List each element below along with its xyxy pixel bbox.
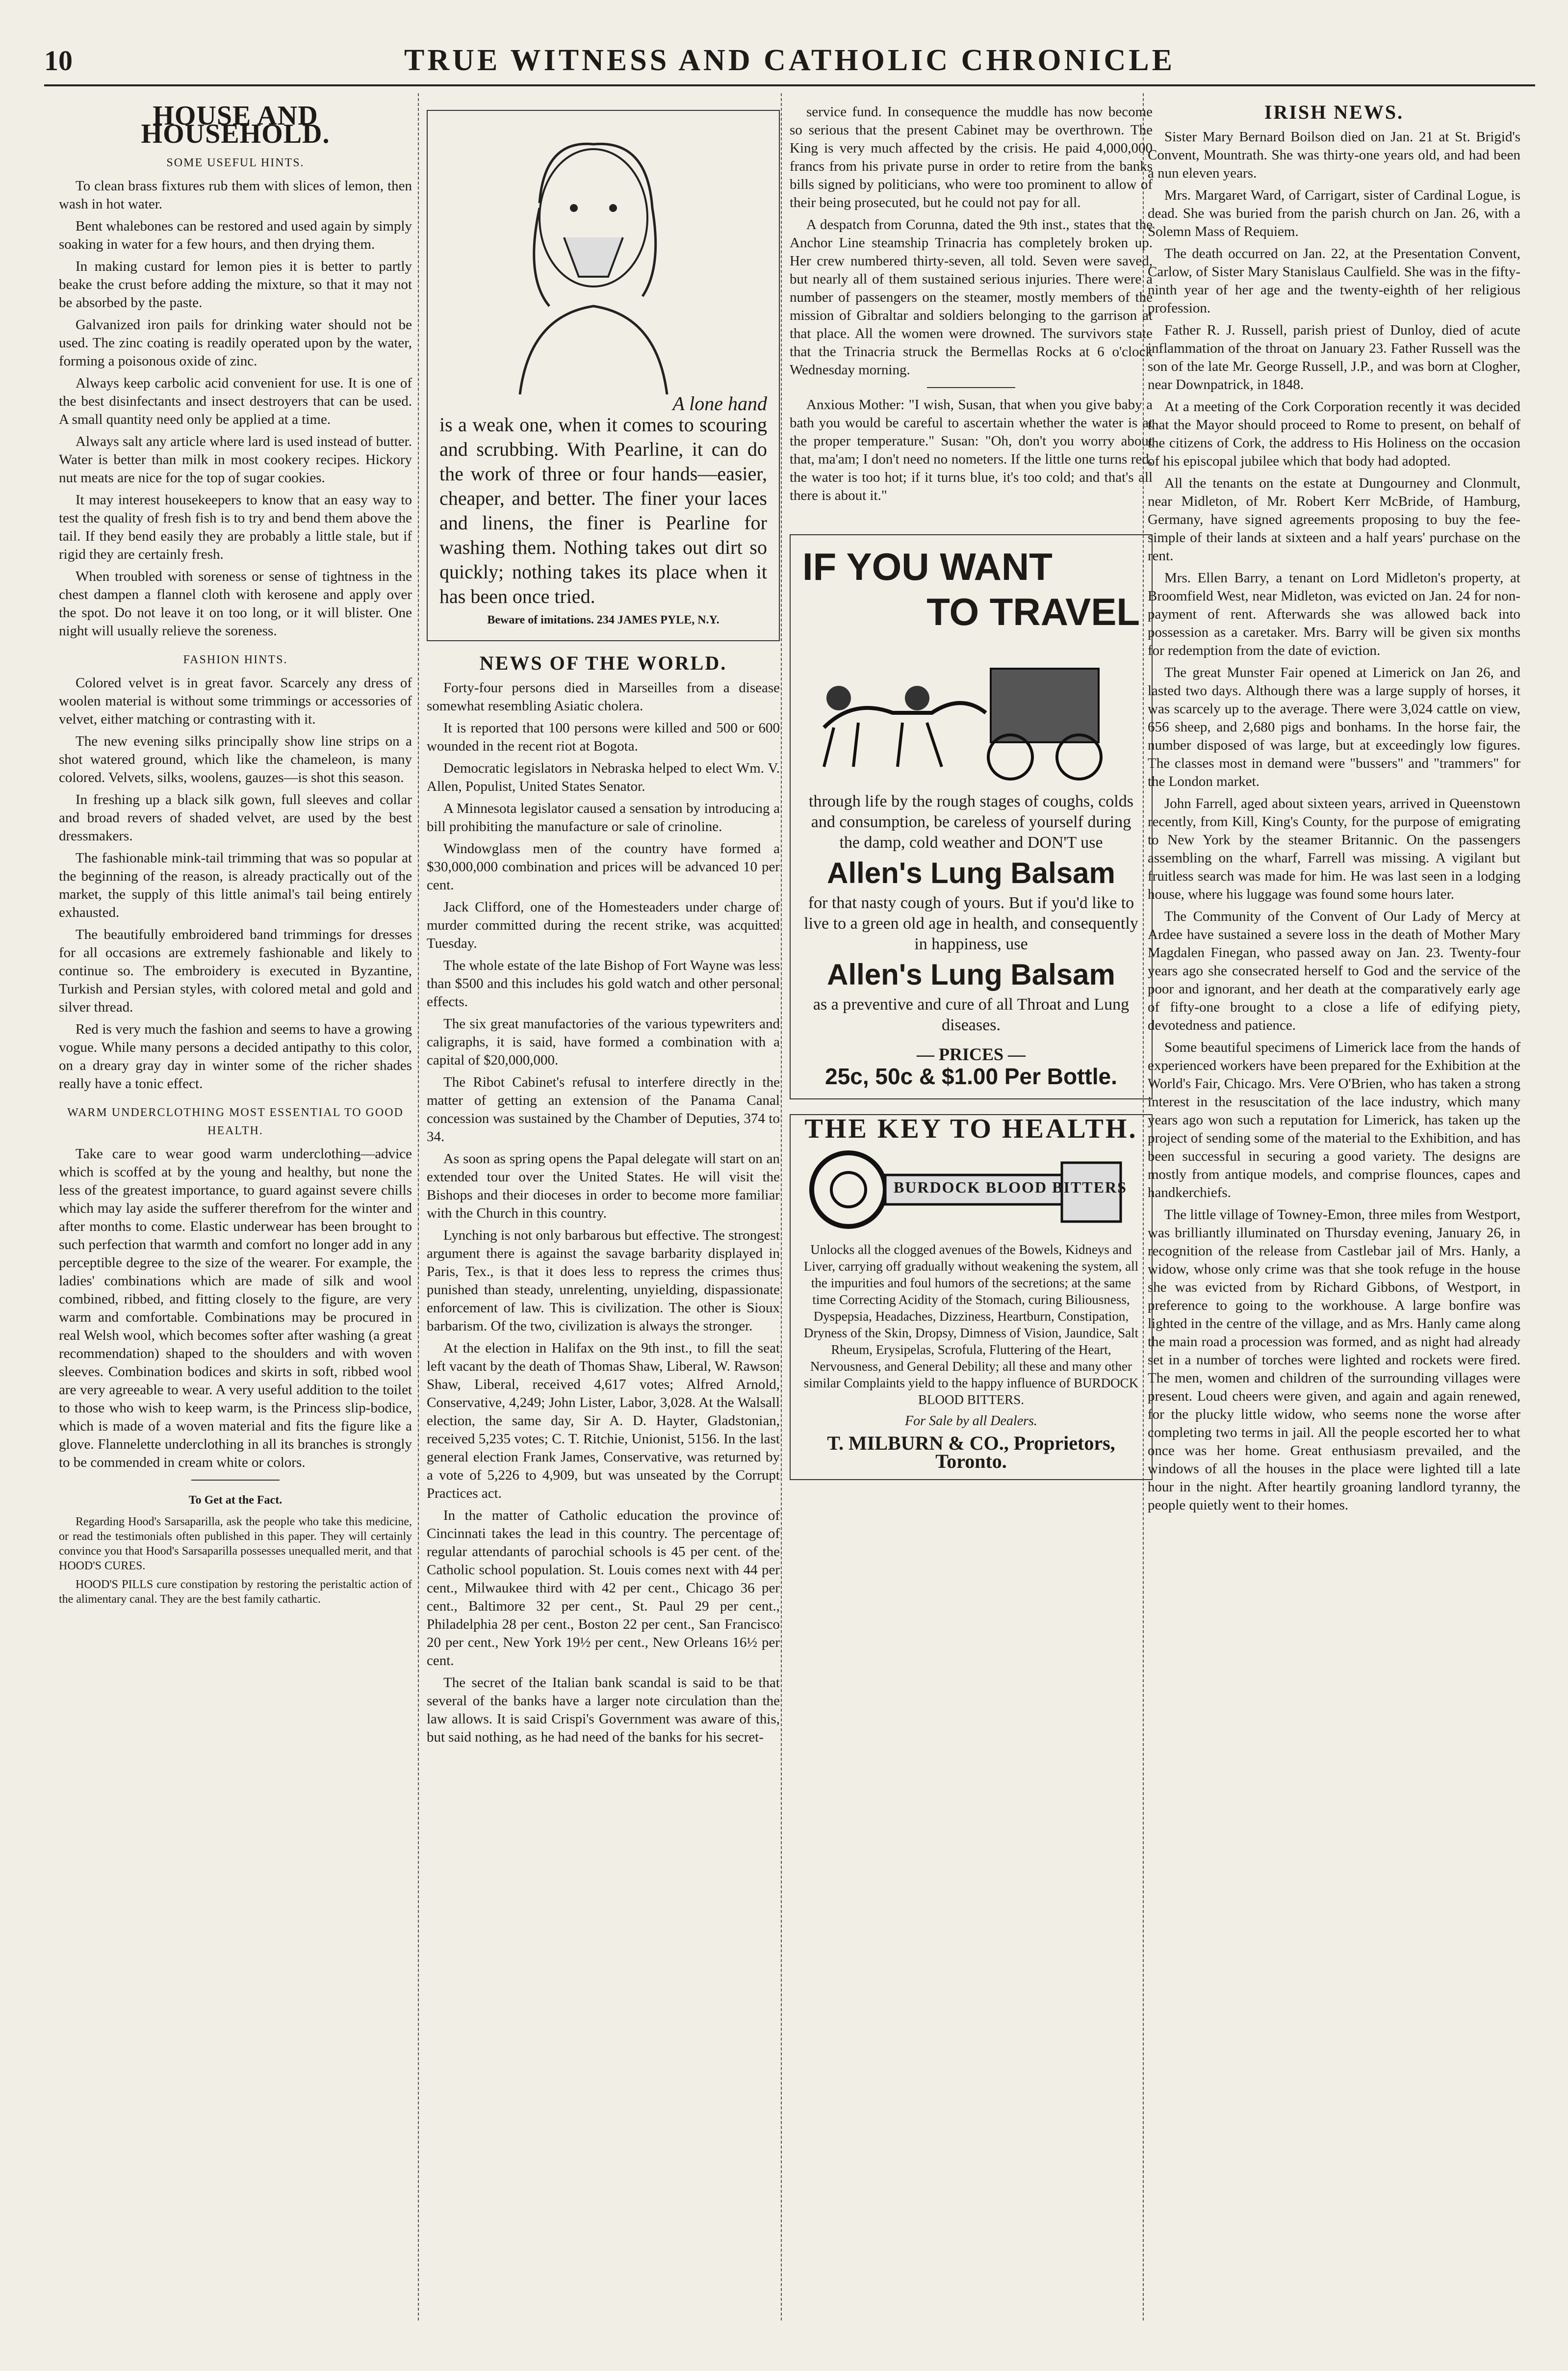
news-item: The whole estate of the late Bishop of Fort Wayne was less than $500 and this includes his gold watch and other personal effects. [427, 958, 780, 1010]
ad-prices-label: — PRICES — [916, 1044, 1026, 1064]
pearline-advertisement [427, 110, 780, 641]
ad-brand: Allen's Lung Balsam [827, 958, 1115, 991]
ad-caption: A lone hand [672, 392, 767, 415]
section-title: HOUSE AND HOUSEHOLD. [141, 101, 330, 149]
news-item: Windowglass men of the country have formed a $30,000,000 combination and prices will be advanced 10 per cent. [427, 841, 780, 893]
subsection-title: SOME USEFUL HINTS. [166, 156, 305, 169]
news-item: The Community of the Convent of Our Lady of Mercy at Ardee have sustained a severe loss in the death of Mother Mary Magdalen Finegan, who passed away on Jan. 23. Twenty-four years ago she consecrated herself to God and the service of the poor and ignorant, and her death at the comparatively early age of fifty-one brought to a close a life of edifying piety, devotedness and patience. [1148, 909, 1520, 1033]
paragraph: To clean brass fixtures rub them with slices of lemon, then wash in hot water. [59, 178, 412, 212]
news-item: It is reported that 100 persons were killed and 500 or 600 wounded in the recent riot at Bogota. [427, 720, 780, 754]
ad-headline: THE KEY TO HEALTH. [804, 1114, 1138, 1144]
stagecoach-icon [802, 639, 1140, 786]
section-title: NEWS OF THE WORLD. [479, 652, 727, 674]
news-item: A despatch from Corunna, dated the 9th inst., states that the Anchor Line steamship Trinacria has completely broken up. Her crew numbered thirty-seven, all told. Seven were saved, but nearly all of them sustained serious injuries. There were a number of passengers on the steamer, mostly members of the mission of Gibraltar and soldiers belonging to the garrison at that place. All the women were drowned. The survivors state that the Trinacria struck the Bermellas Rocks at 6 o'clock Wednesday morning. [790, 217, 1153, 378]
stagecoach-illustration [802, 639, 1140, 786]
ad-text: as a preventive and cure of all Throat and Lung diseases. [813, 995, 1130, 1034]
lung-balsam-advertisement [790, 534, 1153, 1099]
ad-headline: IF YOU WANT [802, 545, 1053, 588]
column-divider [781, 93, 782, 2320]
ad-footer: Beware of imitations. 234 JAMES PYLE, N.Y. [487, 614, 720, 626]
ad-headline: TO TRAVEL [926, 590, 1140, 633]
column-news [427, 103, 780, 1750]
ad-prices: 25c, 50c & $1.00 Per Bottle. [825, 1064, 1117, 1089]
ad-footer: T. MILBURN & CO., Proprietors, Toronto. [827, 1432, 1115, 1472]
news-item: Sister Mary Bernard Boilson died on Jan. 21 at St. Brigid's Convent, Mountrath. She was thirty-one years old, and had been a nun eleven years. [1148, 129, 1520, 181]
column-household [59, 103, 412, 1611]
ad-text: is a weak one, when it comes to scouring and scrubbing. With Pearline, it can do the work of three or four hands—easier, cheaper, and better. The finer your laces and linens, the finer is Pearline for washing them. Nothing takes out dirt so quickly; nothing takes its place when it has been once tried. [439, 414, 767, 607]
ad-text: for that nasty cough of yours. But if you'd like to live to a green old age in health, and consequently in happiness, use [804, 894, 1138, 953]
news-item: John Farrell, aged about sixteen years, arrived in Queenstown recently, from Kill, King's County, for the purpose of emigrating to New York by the steamer Britannic. On the passengers assembling on the wharf, Farrell was missing. A vigilant but fruitless search was made for him. He was last seen in a lodging house, where his luggage was found some hours later. [1148, 796, 1520, 902]
news-item: Mrs. Ellen Barry, a tenant on Lord Midleton's property, at Broomfield West, near Midleton, was evicted on Jan. 24 for non-payment of rent. Afterwards she was allowed back into possession as a caretaker. Mrs. Barry will be given six months for redemption from the date of eviction. [1148, 570, 1520, 658]
key-illustration [800, 1143, 1142, 1236]
news-item: Some beautiful specimens of Limerick lace from the hands of experienced workers have been prepared for the Exhibition at the World's Fair, Chicago. Mrs. Vere O'Brien, who has taken a strong interest in the resuscitation of the lace industry, which many years ago won such a reputation for Limerick, has taken up the project of sending some of the material to the Exhibition, and has been successful in securing a good variety. The designs are mostly from antique models, and comprise flounces, capes and handkerchiefs. [1148, 1040, 1520, 1200]
news-item: At a meeting of the Cork Corporation recently it was decided that the Mayor should proceed to Rome to present, on behalf of the citizens of Cork, the address to His Holiness on the occasion of his episcopal jubilee which that body had adopted. [1148, 399, 1520, 469]
news-item: Forty-four persons died in Marseilles from a disease somewhat resembling Asiatic cholera. [427, 680, 780, 714]
subsection-title: WARM UNDERCLOTHING MOST ESSENTIAL TO GOOD HEALTH. [67, 1106, 404, 1137]
news-item: As soon as spring opens the Papal delegate will start on an extended tour over the United States. He will visit the Bishops and their dioceses in order to become more familiar with the Church in this country. [427, 1151, 780, 1221]
column-news-continued [790, 103, 1153, 1480]
paragraph: Take care to wear good warm underclothing—advice which is scoffed at by the young and healthy, but none the less of the greatest importance, to guard against severe chills which may lay aside the sufferer therefrom for the winter and after months to come. Elastic underwear has been brought to such perfection that warmth and comfort no longer add in any perceptible degree to the size of the wearer. For example, the ladies' combinations which are made of silk and wool combined, ribbed, and fitting closely to the figure, are very warm and comfortable. Combinations may be procured in real Welsh wool, which becomes softer after washing (a great recommendation) shaped to the shoulders and with woven sleeves. Combination bodices and skirts in soft, ribbed wool are very agreeable to wear. A very useful addition to the toilet to those who wish to keep warm, is the Princess slip-bodice, which is made of a woven material and fits the figure like a glove. Flannelette underclothing in all its branches is strongly to be commended in cream white or colors. [59, 1146, 412, 1470]
news-item: Father R. J. Russell, parish priest of Dunloy, died of acute inflammation of the throat on January 23. Father Russell was the son of the late Mr. George Russell, J.P., and was born at Clogher, near Downpatrick, in 1848. [1148, 322, 1520, 392]
paragraph: Colored velvet is in great favor. Scarcely any dress of woolen material is without some trimmings or accessories of velvet, either matching or contrasting with it. [59, 675, 412, 727]
column-divider [418, 93, 419, 2320]
news-item: The Ribot Cabinet's refusal to interfere directly in the matter of getting an extension of the Panama Canal concession was sustained by the Chamber of Deputies, 374 to 34. [427, 1074, 780, 1145]
column-irish-news [1148, 103, 1520, 1518]
ad-brand: BURDOCK BLOOD BITTERS [894, 1178, 1127, 1196]
header-rule [44, 84, 1535, 86]
woman-illustration [439, 120, 767, 394]
news-item: Lynching is not only barbarous but effective. The strongest argument there is against the savage barbarity displayed in Paris, Tex., is that it does less to repress the crimes thus punished than steady, unrelenting, unyielding, dispassionate enforcement of law. This is civilization. The other is Sioux barbarism. Of the two, civilization is always the stronger. [427, 1227, 780, 1334]
page-header [44, 39, 1535, 83]
news-item: Democratic legislators in Nebraska helped to elect Wm. V. Allen, Populist, United States Senator. [427, 760, 780, 794]
news-item: Anxious Mother: "I wish, Susan, that when you give baby a bath you would be careful to ascertain whether the water is at the proper temperature." Susan: "Oh, don't you worry about that, ma'am; I don't need no nometers. If the little one turns red, the water is too hot; if it turns blue, it's too cold; and that's all there is about it." [790, 397, 1153, 503]
woman-portrait-icon [439, 120, 767, 394]
news-item: Mrs. Margaret Ward, of Carrigart, sister of Cardinal Logue, is dead. She was buried from the parish church on Jan. 26, with a Solemn Mass of Requiem. [1148, 187, 1520, 239]
divider [927, 387, 1015, 388]
section-title: IRISH NEWS. [1264, 101, 1404, 123]
news-item: At the election in Halifax on the 9th inst., to fill the seat left vacant by the death of Thomas Shaw, Liberal, W. Rawson Shaw, Liberal, received 4,617 votes; Alfred Arnold, Conservative, 4,249; John Lister, Labor, 3,028. At the Walsall election, the same day, Sir A. D. Hayter, Gladstonian, received 5,235 votes; C. T. Ritchie, Unionist, 5156. In the last general election Frank James, Conservative, was returned by a vote of 5,226 to 4,909, but was unseated by the Corrupt Practices act. [427, 1340, 780, 1501]
paragraph: When troubled with soreness or sense of tightness in the chest dampen a flannel cloth with kerosene and apply over the spot. Do not leave it on too long, or it will blister. One night will usually relieve the soreness. [59, 569, 412, 639]
paragraph: The new evening silks principally show line strips on a shot watered ground, which like the chameleon, is many colored. Velvets, silks, woolens, gauzes—is shot this season. [59, 733, 412, 785]
paragraph: Bent whalebones can be restored and used again by simply soaking in water for a few hours, and then drying them. [59, 218, 412, 252]
paragraph: Always keep carbolic acid convenient for use. It is one of the best disinfectants and insect destroyers that can be used. A small quantity need only be applied at a time. [59, 375, 412, 427]
news-item: Jack Clifford, one of the Homesteaders under charge of murder committed during the recent strike, was acquitted Tuesday. [427, 899, 780, 951]
paragraph: Red is very much the fashion and seems to have a growing vogue. While many persons a decided antipathy to this color, on a dreary gray day in winter some of the richer shades really have a tonic effect. [59, 1021, 412, 1092]
news-item: A Minnesota legislator caused a sensation by introducing a bill prohibiting the manufacture or sale of crinoline. [427, 801, 780, 834]
ad-text: through life by the rough stages of coughs, colds and consumption, be careless of yourself during the damp, cold weather and DON'T use [809, 792, 1133, 852]
divider [191, 1480, 280, 1481]
paragraph: Galvanized iron pails for drinking water should not be used. The zinc coating is readily operated upon by the water, forming a poisonous oxide of zinc. [59, 317, 412, 369]
news-item: The death occurred on Jan. 22, at the Presentation Convent, Carlow, of Sister Mary Stanislaus Caulfield. She was in the fifty-ninth year of her age and the twenty-eighth of her religious profession. [1148, 246, 1520, 316]
news-item: service fund. In consequence the muddle has now become so serious that the present Cabinet may be overthrown. The King is very much affected by the crisis. He paid 4,000,000 francs from his private purse in order to retire from the banks bills signed by politicians, who were too prominent to allow of their being prosecuted, but he could not pay for all. [790, 104, 1153, 210]
news-item: The six great manufactories of the various typewriters and caligraphs, it is said, have formed a combination with a capital of $20,000,000. [427, 1016, 780, 1068]
paragraph: The beautifully embroidered band trimmings for dresses for all occasions are extremely fashionable and likely to continue so. The embroidery is executed in Byzantine, Turkish and Persian styles, with colored metal and gold and silver thread. [59, 927, 412, 1015]
paragraph: Always salt any article where lard is used instead of butter. Water is better than milk in most cookery recipes. Hickory nut meats are nice for the top of sugar cookies. [59, 434, 412, 486]
burdock-advertisement [790, 1114, 1153, 1480]
news-item: The secret of the Italian bank scandal is said to be that several of the banks have a larger note circulation than the law allows. It is said Crispi's Government was aware of this, but said nothing, as he had need of the banks for his secret- [427, 1675, 780, 1745]
news-item: In the matter of Catholic education the province of Cincinnati takes the lead in this country. The percentage of regular attendants of parochial schools is 45 per cent. of the Catholic school population. St. Louis comes next with 44 per cent., Milwaukee third with 42 per cent., Chicago 36 per cent., Baltimore 32 per cent., St. Paul 29 per cent., Philadelphia 28 per cent., Boston 22 per cent., San Francisco 20 per cent., New York 19½ per cent., New Orleans 16½ per cent. [427, 1508, 780, 1668]
ad-text: Unlocks all the clogged avenues of the Bowels, Kidneys and Liver, carrying off gradually without weakening the system, all the impurities and foul humors of the secretions; at the same time Correcting Acidity of the Stomach, curing Biliousness, Dyspepsia, Headaches, Dizziness, Heartburn, Constipation, Dryness of the Skin, Dropsy, Dimness of Vision, Jaundice, Salt Rheum, Erysipelas, Scrofula, Fluttering of the Heart, Nervousness, and General Debility; all these and many other similar Complaints yield to the happy influence of BURDOCK BLOOD BITTERS. [803, 1242, 1139, 1407]
paragraph: Regarding Hood's Sarsaparilla, ask the people who take this medicine, or read the testimonials often published in this paper. They will certainly convince you that Hood's Sarsaparilla possesses unequalled merit, and that HOOD'S CURES. [59, 1515, 412, 1572]
paragraph: HOOD'S PILLS cure constipation by restoring the peristaltic action of the alimentary canal. They are the best family cathartic. [59, 1578, 412, 1606]
paragraph: In freshing up a black silk gown, full sleeves and collar and broad revers of shaded velvet, are used by the best dressmakers. [59, 792, 412, 844]
page-number: 10 [44, 45, 73, 77]
paragraph: In making custard for lemon pies it is better to partly beake the crust before adding the mixture, so that it may not be absorbed by the paste. [59, 259, 412, 311]
ad-dealers: For Sale by all Dealers. [905, 1413, 1037, 1429]
news-item: The little village of Towney-Emon, three miles from Westport, was brilliantly illuminated on Thursday evening, January 26, in recognition of the release from Castlebar jail of Mrs. Hanly, a widow, whose only crime was that she took refuge in the house she was evicted from by Richard Gibbons, of Westport, in preference to going to the workhouse. A large bonfire was lighted in the centre of the village, and as Mrs. Hanly came along the main road a procession was formed, and as night had already set in a number of torches were lighted and rockets were fired. The men, women and children of the surrounding villages were present. Loud cheers were given, and again and again renewed, for the plucky little widow, who seems none the worse after completing two terms in jail. All the people escorted her to what once was her home. Great enthusiasm prevailed, and the windows of all the houses in the place were lighted till a late hour in the night. After heartily groaning landlord tyranny, the people quietly went to their homes. [1148, 1207, 1520, 1513]
paragraph: The fashionable mink-tail trimming that was so popular at the beginning of the reason, is already practically out of the market, the supply of this little animal's tail being entirely exhausted. [59, 850, 412, 920]
paragraph: It may interest housekeepers to know that an easy way to test the quality of fresh fish is to try and bend them above the tail. If they bend easily they are probably a little stale, but if rigid they are certainly fresh. [59, 492, 412, 562]
ad-brand: Allen's Lung Balsam [827, 857, 1115, 889]
subsection-title: FASHION HINTS. [183, 653, 288, 666]
masthead: TRUE WITNESS AND CATHOLIC CHRONICLE [404, 44, 1175, 77]
subsection-title: To Get at the Fact. [188, 1494, 283, 1507]
news-item: The great Munster Fair opened at Limerick on Jan 26, and lasted two days. Although there was a large supply of horses, it was scarcely up to the average. There were 3,024 cattle on view, 656 sheep, and 2,680 pigs and bonhams. In the horse fair, the number disposed of was large, but at exceedingly low figures. The classes most in demand were "bussers" and "trammers" for the London market. [1148, 665, 1520, 789]
news-item: All the tenants on the estate at Dungourney and Clonmult, near Midleton, of Mr. Robert Kerr McBride, of Hamburg, Germany, have signed agreements proposing to buy the fee-simple of their lands at sixteen and a half years' purchase on the rent. [1148, 475, 1520, 564]
